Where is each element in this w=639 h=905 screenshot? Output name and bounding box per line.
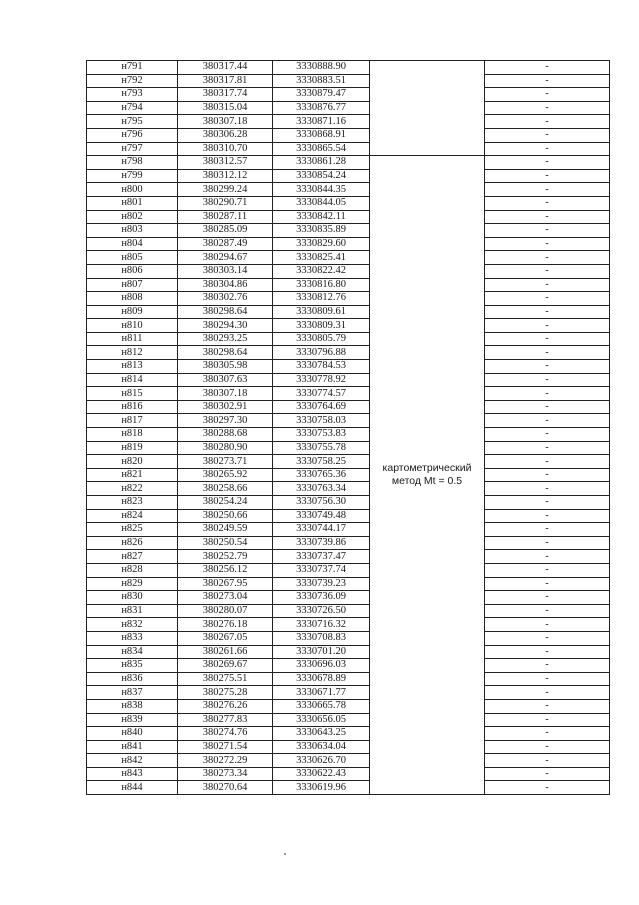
x-coordinate-cell: 380276.26 bbox=[178, 699, 273, 713]
y-coordinate-cell: 3330784.53 bbox=[273, 360, 370, 374]
description-cell: - bbox=[485, 251, 610, 265]
table-row bbox=[87, 577, 610, 591]
y-coordinate-cell: 3330643.25 bbox=[273, 727, 370, 741]
x-coordinate-cell: 380272.29 bbox=[178, 754, 273, 768]
x-coordinate-cell: 380274.76 bbox=[178, 727, 273, 741]
description-cell: - bbox=[485, 781, 610, 795]
table-row bbox=[87, 740, 610, 754]
description-cell: - bbox=[485, 183, 610, 197]
table-row bbox=[87, 414, 610, 428]
table-row bbox=[87, 754, 610, 768]
point-id-cell: н825 bbox=[87, 523, 178, 537]
y-coordinate-cell: 3330796.88 bbox=[273, 346, 370, 360]
table-row bbox=[87, 292, 610, 306]
x-coordinate-cell: 380273.04 bbox=[178, 591, 273, 605]
x-coordinate-cell: 380267.95 bbox=[178, 577, 273, 591]
point-id-cell: н818 bbox=[87, 428, 178, 442]
x-coordinate-cell: 380271.54 bbox=[178, 740, 273, 754]
point-id-cell: н799 bbox=[87, 169, 178, 183]
point-id-cell: н803 bbox=[87, 224, 178, 238]
point-id-cell: н827 bbox=[87, 550, 178, 564]
description-cell: - bbox=[485, 414, 610, 428]
point-id-cell: н821 bbox=[87, 468, 178, 482]
description-cell: - bbox=[485, 645, 610, 659]
table-row bbox=[87, 183, 610, 197]
description-cell: - bbox=[485, 332, 610, 346]
point-id-cell: н793 bbox=[87, 88, 178, 102]
point-id-cell: н826 bbox=[87, 536, 178, 550]
x-coordinate-cell: 380258.66 bbox=[178, 482, 273, 496]
y-coordinate-cell: 3330876.77 bbox=[273, 101, 370, 115]
point-id-cell: н839 bbox=[87, 713, 178, 727]
x-coordinate-cell: 380276.18 bbox=[178, 618, 273, 632]
description-cell: - bbox=[485, 631, 610, 645]
x-coordinate-cell: 380254.24 bbox=[178, 496, 273, 510]
point-id-cell: н830 bbox=[87, 591, 178, 605]
description-cell: - bbox=[485, 156, 610, 170]
table-row bbox=[87, 686, 610, 700]
description-cell: - bbox=[485, 210, 610, 224]
x-coordinate-cell: 380280.90 bbox=[178, 441, 273, 455]
table-row bbox=[87, 631, 610, 645]
x-coordinate-cell: 380307.18 bbox=[178, 387, 273, 401]
description-cell: - bbox=[485, 128, 610, 142]
description-cell: - bbox=[485, 455, 610, 469]
point-id-cell: н824 bbox=[87, 509, 178, 523]
description-cell: - bbox=[485, 264, 610, 278]
point-id-cell: н813 bbox=[87, 360, 178, 374]
table-row bbox=[87, 169, 610, 183]
table-row bbox=[87, 332, 610, 346]
table-row bbox=[87, 115, 610, 129]
point-id-cell: н831 bbox=[87, 604, 178, 618]
point-id-cell: н811 bbox=[87, 332, 178, 346]
description-cell: - bbox=[485, 441, 610, 455]
description-cell: - bbox=[485, 618, 610, 632]
y-coordinate-cell: 3330812.76 bbox=[273, 292, 370, 306]
description-cell: - bbox=[485, 496, 610, 510]
table-row bbox=[87, 224, 610, 238]
x-coordinate-cell: 380252.79 bbox=[178, 550, 273, 564]
description-cell: - bbox=[485, 115, 610, 129]
x-coordinate-cell: 380297.30 bbox=[178, 414, 273, 428]
table-row bbox=[87, 264, 610, 278]
x-coordinate-cell: 380298.64 bbox=[178, 305, 273, 319]
table-row bbox=[87, 196, 610, 210]
table-row bbox=[87, 699, 610, 713]
table-row bbox=[87, 128, 610, 142]
y-coordinate-cell: 3330708.83 bbox=[273, 631, 370, 645]
y-coordinate-cell: 3330778.92 bbox=[273, 373, 370, 387]
y-coordinate-cell: 3330883.51 bbox=[273, 74, 370, 88]
point-id-cell: н823 bbox=[87, 496, 178, 510]
point-id-cell: н805 bbox=[87, 251, 178, 265]
description-cell: - bbox=[485, 224, 610, 238]
y-coordinate-cell: 3330634.04 bbox=[273, 740, 370, 754]
table-row bbox=[87, 672, 610, 686]
y-coordinate-cell: 3330805.79 bbox=[273, 332, 370, 346]
table-row bbox=[87, 251, 610, 265]
table-row bbox=[87, 373, 610, 387]
point-id-cell: н838 bbox=[87, 699, 178, 713]
point-id-cell: н837 bbox=[87, 686, 178, 700]
coordinates-sheet bbox=[86, 60, 610, 795]
description-cell: - bbox=[485, 346, 610, 360]
x-coordinate-cell: 380273.34 bbox=[178, 767, 273, 781]
y-coordinate-cell: 3330671.77 bbox=[273, 686, 370, 700]
table-row bbox=[87, 645, 610, 659]
description-cell: - bbox=[485, 428, 610, 442]
description-cell: - bbox=[485, 61, 610, 75]
x-coordinate-cell: 380307.18 bbox=[178, 115, 273, 129]
table-row bbox=[87, 618, 610, 632]
description-cell: - bbox=[485, 577, 610, 591]
table-row bbox=[87, 428, 610, 442]
point-id-cell: н815 bbox=[87, 387, 178, 401]
table-row bbox=[87, 278, 610, 292]
x-coordinate-cell: 380270.64 bbox=[178, 781, 273, 795]
description-cell: - bbox=[485, 101, 610, 115]
y-coordinate-cell: 3330809.31 bbox=[273, 319, 370, 333]
y-coordinate-cell: 3330879.47 bbox=[273, 88, 370, 102]
point-id-cell: н794 bbox=[87, 101, 178, 115]
x-coordinate-cell: 380261.66 bbox=[178, 645, 273, 659]
description-cell: - bbox=[485, 727, 610, 741]
y-coordinate-cell: 3330656.05 bbox=[273, 713, 370, 727]
x-coordinate-cell: 380265.92 bbox=[178, 468, 273, 482]
table-row bbox=[87, 713, 610, 727]
y-coordinate-cell: 3330739.86 bbox=[273, 536, 370, 550]
y-coordinate-cell: 3330764.69 bbox=[273, 400, 370, 414]
point-id-cell: н828 bbox=[87, 563, 178, 577]
table-row bbox=[87, 61, 610, 75]
x-coordinate-cell: 380287.11 bbox=[178, 210, 273, 224]
table-row bbox=[87, 305, 610, 319]
y-coordinate-cell: 3330737.47 bbox=[273, 550, 370, 564]
table-row bbox=[87, 455, 610, 469]
table-body bbox=[87, 61, 610, 795]
table-row bbox=[87, 156, 610, 170]
y-coordinate-cell: 3330844.35 bbox=[273, 183, 370, 197]
point-id-cell: н810 bbox=[87, 319, 178, 333]
table-row bbox=[87, 659, 610, 673]
table-row bbox=[87, 441, 610, 455]
x-coordinate-cell: 380277.83 bbox=[178, 713, 273, 727]
x-coordinate-cell: 380267.05 bbox=[178, 631, 273, 645]
table-row bbox=[87, 591, 610, 605]
point-id-cell: н832 bbox=[87, 618, 178, 632]
table-row bbox=[87, 727, 610, 741]
x-coordinate-cell: 380294.30 bbox=[178, 319, 273, 333]
y-coordinate-cell: 3330737.74 bbox=[273, 563, 370, 577]
description-cell: - bbox=[485, 740, 610, 754]
x-coordinate-cell: 380310.70 bbox=[178, 142, 273, 156]
x-coordinate-cell: 380275.28 bbox=[178, 686, 273, 700]
description-cell: - bbox=[485, 387, 610, 401]
table-row bbox=[87, 550, 610, 564]
description-cell: - bbox=[485, 196, 610, 210]
table-row bbox=[87, 74, 610, 88]
table-row bbox=[87, 767, 610, 781]
method-cell-empty bbox=[370, 61, 485, 156]
y-coordinate-cell: 3330726.50 bbox=[273, 604, 370, 618]
description-cell: - bbox=[485, 468, 610, 482]
table-row bbox=[87, 496, 610, 510]
y-coordinate-cell: 3330622.43 bbox=[273, 767, 370, 781]
y-coordinate-cell: 3330842.11 bbox=[273, 210, 370, 224]
method-cell: картометрический метод Mt = 0.5 bbox=[370, 156, 485, 795]
x-coordinate-cell: 380299.24 bbox=[178, 183, 273, 197]
table-row bbox=[87, 536, 610, 550]
point-id-cell: н844 bbox=[87, 781, 178, 795]
table-row bbox=[87, 509, 610, 523]
description-cell: - bbox=[485, 142, 610, 156]
table-row bbox=[87, 468, 610, 482]
y-coordinate-cell: 3330871.16 bbox=[273, 115, 370, 129]
x-coordinate-cell: 380250.66 bbox=[178, 509, 273, 523]
x-coordinate-cell: 380303.14 bbox=[178, 264, 273, 278]
table-row bbox=[87, 237, 610, 251]
y-coordinate-cell: 3330744.17 bbox=[273, 523, 370, 537]
table-row bbox=[87, 319, 610, 333]
point-id-cell: н842 bbox=[87, 754, 178, 768]
description-cell: - bbox=[485, 237, 610, 251]
table-row bbox=[87, 142, 610, 156]
point-id-cell: н809 bbox=[87, 305, 178, 319]
y-coordinate-cell: 3330816.80 bbox=[273, 278, 370, 292]
table-row bbox=[87, 387, 610, 401]
x-coordinate-cell: 380256.12 bbox=[178, 563, 273, 577]
description-cell: - bbox=[485, 482, 610, 496]
table-row bbox=[87, 781, 610, 795]
x-coordinate-cell: 380305.98 bbox=[178, 360, 273, 374]
y-coordinate-cell: 3330844.05 bbox=[273, 196, 370, 210]
y-coordinate-cell: 3330765.36 bbox=[273, 468, 370, 482]
y-coordinate-cell: 3330736.09 bbox=[273, 591, 370, 605]
table-row bbox=[87, 88, 610, 102]
point-id-cell: н801 bbox=[87, 196, 178, 210]
point-id-cell: н800 bbox=[87, 183, 178, 197]
point-id-cell: н792 bbox=[87, 74, 178, 88]
y-coordinate-cell: 3330835.89 bbox=[273, 224, 370, 238]
y-coordinate-cell: 3330749.48 bbox=[273, 509, 370, 523]
table-row bbox=[87, 563, 610, 577]
x-coordinate-cell: 380273.71 bbox=[178, 455, 273, 469]
y-coordinate-cell: 3330716.32 bbox=[273, 618, 370, 632]
point-id-cell: н840 bbox=[87, 727, 178, 741]
x-coordinate-cell: 380315.04 bbox=[178, 101, 273, 115]
point-id-cell: н836 bbox=[87, 672, 178, 686]
y-coordinate-cell: 3330825.41 bbox=[273, 251, 370, 265]
x-coordinate-cell: 380317.81 bbox=[178, 74, 273, 88]
y-coordinate-cell: 3330854.24 bbox=[273, 169, 370, 183]
table-row bbox=[87, 604, 610, 618]
x-coordinate-cell: 380307.63 bbox=[178, 373, 273, 387]
point-id-cell: н816 bbox=[87, 400, 178, 414]
description-cell: - bbox=[485, 536, 610, 550]
description-cell: - bbox=[485, 672, 610, 686]
x-coordinate-cell: 380269.67 bbox=[178, 659, 273, 673]
y-coordinate-cell: 3330865.54 bbox=[273, 142, 370, 156]
y-coordinate-cell: 3330756.30 bbox=[273, 496, 370, 510]
description-cell: - bbox=[485, 550, 610, 564]
y-coordinate-cell: 3330758.25 bbox=[273, 455, 370, 469]
x-coordinate-cell: 380287.49 bbox=[178, 237, 273, 251]
table-row bbox=[87, 482, 610, 496]
x-coordinate-cell: 380298.64 bbox=[178, 346, 273, 360]
y-coordinate-cell: 3330678.89 bbox=[273, 672, 370, 686]
x-coordinate-cell: 380290.71 bbox=[178, 196, 273, 210]
x-coordinate-cell: 380285.09 bbox=[178, 224, 273, 238]
description-cell: - bbox=[485, 699, 610, 713]
point-id-cell: н798 bbox=[87, 156, 178, 170]
point-id-cell: н819 bbox=[87, 441, 178, 455]
point-id-cell: н795 bbox=[87, 115, 178, 129]
point-id-cell: н829 bbox=[87, 577, 178, 591]
y-coordinate-cell: 3330696.03 bbox=[273, 659, 370, 673]
point-id-cell: н843 bbox=[87, 767, 178, 781]
point-id-cell: н835 bbox=[87, 659, 178, 673]
x-coordinate-cell: 380302.76 bbox=[178, 292, 273, 306]
y-coordinate-cell: 3330774.57 bbox=[273, 387, 370, 401]
point-id-cell: н802 bbox=[87, 210, 178, 224]
description-cell: - bbox=[485, 767, 610, 781]
point-id-cell: н812 bbox=[87, 346, 178, 360]
x-coordinate-cell: 380250.54 bbox=[178, 536, 273, 550]
description-cell: - bbox=[485, 292, 610, 306]
table-row bbox=[87, 210, 610, 224]
point-id-cell: н820 bbox=[87, 455, 178, 469]
y-coordinate-cell: 3330665.78 bbox=[273, 699, 370, 713]
description-cell: - bbox=[485, 659, 610, 673]
point-id-cell: н807 bbox=[87, 278, 178, 292]
table-row bbox=[87, 346, 610, 360]
point-id-cell: н806 bbox=[87, 264, 178, 278]
description-cell: - bbox=[485, 74, 610, 88]
description-cell: - bbox=[485, 591, 610, 605]
y-coordinate-cell: 3330763.34 bbox=[273, 482, 370, 496]
point-id-cell: н797 bbox=[87, 142, 178, 156]
description-cell: - bbox=[485, 400, 610, 414]
description-cell: - bbox=[485, 319, 610, 333]
description-cell: - bbox=[485, 509, 610, 523]
y-coordinate-cell: 3330619.96 bbox=[273, 781, 370, 795]
x-coordinate-cell: 380312.57 bbox=[178, 156, 273, 170]
y-coordinate-cell: 3330822.42 bbox=[273, 264, 370, 278]
scan-speck bbox=[284, 853, 286, 855]
x-coordinate-cell: 380293.25 bbox=[178, 332, 273, 346]
point-id-cell: н817 bbox=[87, 414, 178, 428]
y-coordinate-cell: 3330626.70 bbox=[273, 754, 370, 768]
x-coordinate-cell: 380304.86 bbox=[178, 278, 273, 292]
y-coordinate-cell: 3330861.28 bbox=[273, 156, 370, 170]
table-row bbox=[87, 360, 610, 374]
x-coordinate-cell: 380294.67 bbox=[178, 251, 273, 265]
y-coordinate-cell: 3330868.91 bbox=[273, 128, 370, 142]
description-cell: - bbox=[485, 604, 610, 618]
point-id-cell: н791 bbox=[87, 61, 178, 75]
description-cell: - bbox=[485, 278, 610, 292]
x-coordinate-cell: 380317.74 bbox=[178, 88, 273, 102]
x-coordinate-cell: 380280.07 bbox=[178, 604, 273, 618]
description-cell: - bbox=[485, 88, 610, 102]
y-coordinate-cell: 3330701.20 bbox=[273, 645, 370, 659]
y-coordinate-cell: 3330888.90 bbox=[273, 61, 370, 75]
description-cell: - bbox=[485, 686, 610, 700]
table-row bbox=[87, 400, 610, 414]
boundary-points-table bbox=[86, 60, 610, 795]
table-row bbox=[87, 101, 610, 115]
description-cell: - bbox=[485, 754, 610, 768]
description-cell: - bbox=[485, 713, 610, 727]
description-cell: - bbox=[485, 305, 610, 319]
x-coordinate-cell: 380306.28 bbox=[178, 128, 273, 142]
y-coordinate-cell: 3330739.23 bbox=[273, 577, 370, 591]
point-id-cell: н808 bbox=[87, 292, 178, 306]
y-coordinate-cell: 3330755.78 bbox=[273, 441, 370, 455]
x-coordinate-cell: 380249.59 bbox=[178, 523, 273, 537]
y-coordinate-cell: 3330809.61 bbox=[273, 305, 370, 319]
description-cell: - bbox=[485, 563, 610, 577]
y-coordinate-cell: 3330753.83 bbox=[273, 428, 370, 442]
y-coordinate-cell: 3330829.60 bbox=[273, 237, 370, 251]
point-id-cell: н804 bbox=[87, 237, 178, 251]
table-row bbox=[87, 523, 610, 537]
x-coordinate-cell: 380317.44 bbox=[178, 61, 273, 75]
description-cell: - bbox=[485, 169, 610, 183]
x-coordinate-cell: 380312.12 bbox=[178, 169, 273, 183]
description-cell: - bbox=[485, 360, 610, 374]
description-cell: - bbox=[485, 523, 610, 537]
point-id-cell: н796 bbox=[87, 128, 178, 142]
point-id-cell: н822 bbox=[87, 482, 178, 496]
x-coordinate-cell: 380275.51 bbox=[178, 672, 273, 686]
y-coordinate-cell: 3330758.03 bbox=[273, 414, 370, 428]
x-coordinate-cell: 380288.68 bbox=[178, 428, 273, 442]
point-id-cell: н833 bbox=[87, 631, 178, 645]
point-id-cell: н834 bbox=[87, 645, 178, 659]
description-cell: - bbox=[485, 373, 610, 387]
point-id-cell: н814 bbox=[87, 373, 178, 387]
point-id-cell: н841 bbox=[87, 740, 178, 754]
x-coordinate-cell: 380302.91 bbox=[178, 400, 273, 414]
